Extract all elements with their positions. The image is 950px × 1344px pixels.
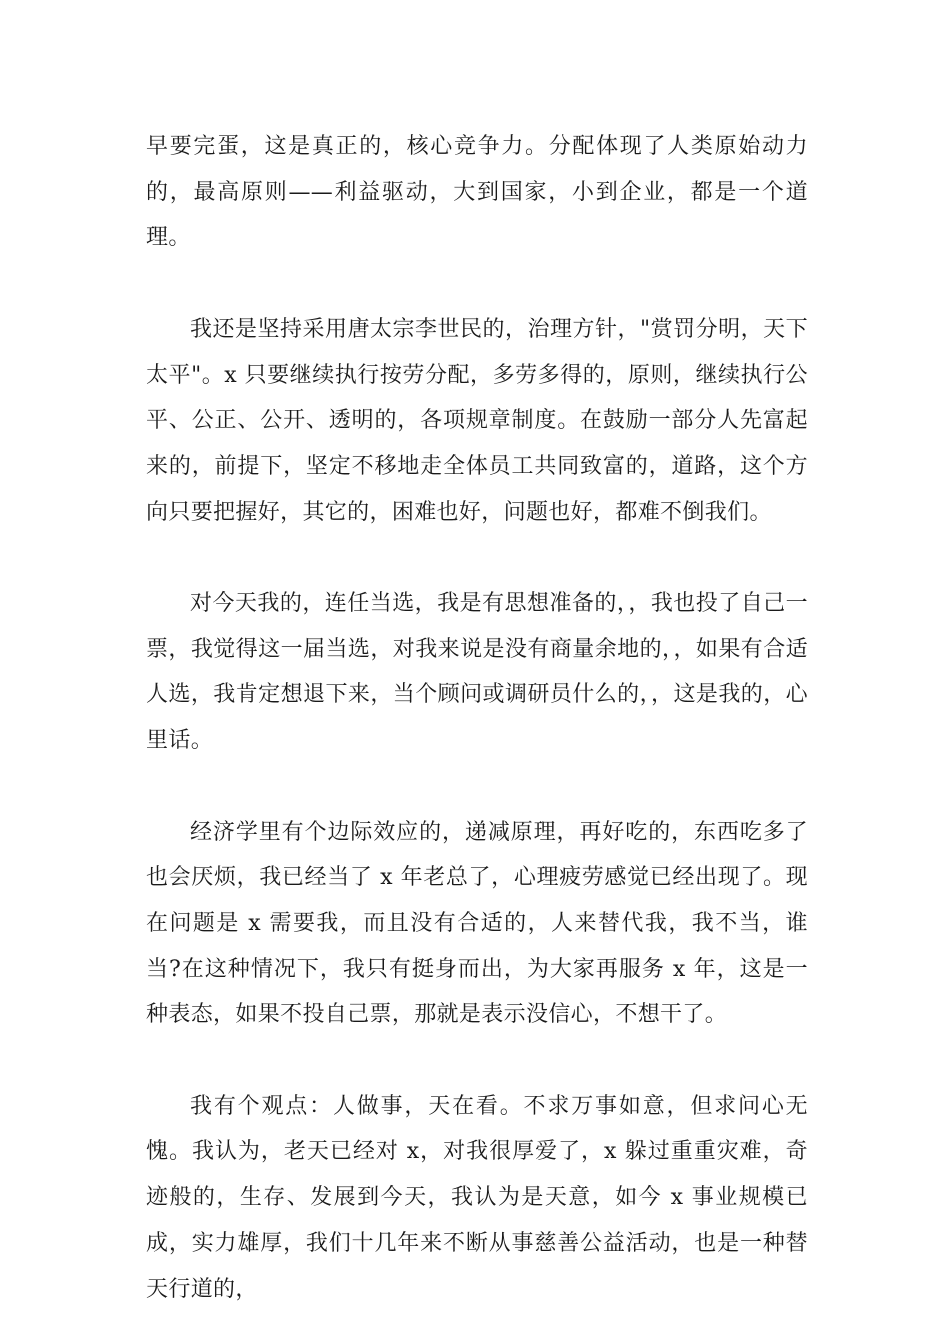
- paragraph-5: 我有个观点：人做事，天在看。不求万事如意，但求问心无愧。我认为，老天已经对 x，对我很厚爱了，x 躲过重重灾难，奇迹般的，生存、发展到今天，我认为是天意，如今 x 事业规模已成，实力雄厚，我们十几年来不断从事慈善公益活动，也是一种替天行道的，: [146, 1093, 808, 1302]
- paragraph-1: 早要完蛋，这是真正的，核心竞争力。分配体现了人类原始动力的，最高原则——利益驱动，大到国家，小到企业，都是一个道理。: [146, 134, 808, 251]
- paragraph-3: 对今天我的，连任当选，我是有思想准备的，，我也投了自己一票，我觉得这一届当选，对我来说是没有商量余地的，，如果有合适人选，我肯定想退下来，当个顾问或调研员什么的，，这是我的，心里话。: [146, 591, 808, 754]
- paragraph-2: 我还是坚持采用唐太宗李世民的，治理方针，"赏罚分明，天下太平"。x 只要继续执行按劳分配，多劳多得的，原则，继续执行公平、公正、公开、透明的，各项规章制度。在鼓励一部分人先富起来的，前提下，坚定不移地走全体员工共同致富的，道路，这个方向只要把握好，其它的，困难也好，问题也好，都难不倒我们。: [146, 316, 808, 525]
- body-text: [146, 124, 808, 1312]
- paragraph-4: 经济学里有个边际效应的，递减原理，再好吃的，东西吃多了也会厌烦，我已经当了 x 年老总了，心理疲劳感觉已经出现了。现在问题是 x 需要我，而且没有合适的，人来替代我，我不当，谁当?在这种情况下，我只有挺身而出，为大家再服务 x 年，这是一种表态，如果不投自己票，那就是表示没信心，不想干了。: [146, 819, 808, 1028]
